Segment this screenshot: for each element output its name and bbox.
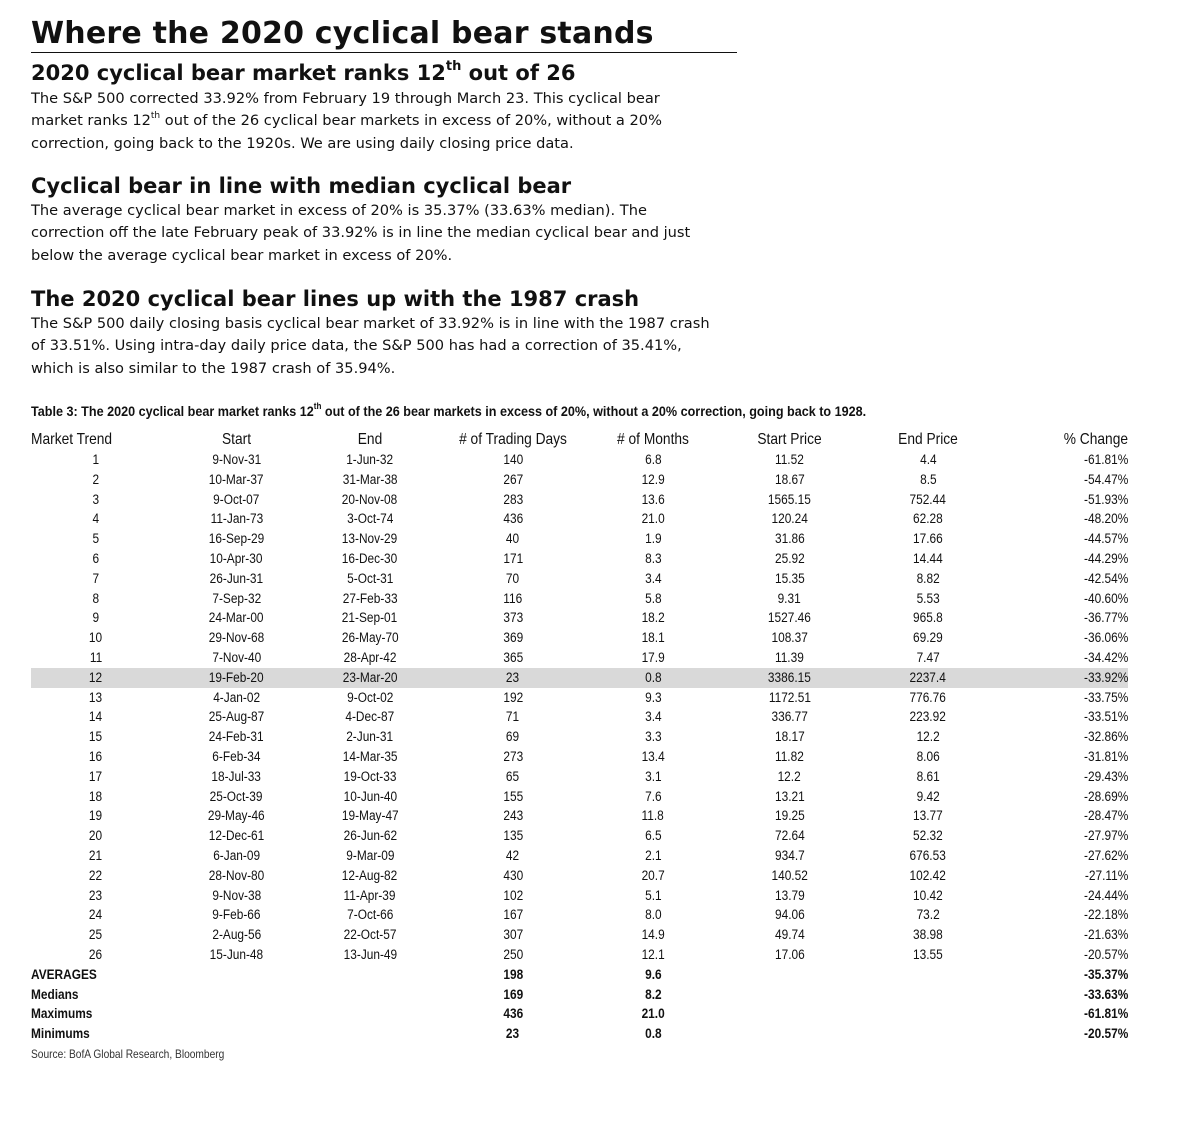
table-row [31, 569, 1128, 589]
cell-trading-days: 167 [503, 907, 523, 923]
cell-trading-days: 40 [506, 531, 520, 547]
cell-start-price: 9.31 [777, 590, 802, 606]
summary-months: 8.2 [644, 986, 662, 1002]
cell-months: 6.5 [644, 828, 662, 844]
cell-trading-days: 307 [503, 927, 523, 943]
cell-months: 21.0 [641, 511, 665, 527]
cell-start-price: 17.06 [774, 946, 805, 962]
cell-market-trend: 15 [89, 729, 103, 745]
cell-pct-change: -22.18% [1083, 907, 1128, 923]
cell-end-price: 776.76 [909, 689, 947, 705]
cell-start: 7-Sep-32 [212, 590, 261, 606]
cell-end: 26-Jun-62 [343, 828, 397, 844]
cell-end-price: 8.82 [916, 570, 940, 586]
cell-end-price: 73.2 [916, 907, 940, 923]
empty-cell [871, 985, 985, 1005]
cell-months: 0.8 [598, 668, 708, 688]
table-header-row [31, 430, 1128, 450]
table-row [31, 747, 1128, 767]
empty-cell [871, 965, 985, 985]
cell-months: 12.9 [641, 471, 665, 487]
table-row [31, 529, 1128, 549]
table-row [31, 450, 1128, 470]
cell-market-trend: 1 [92, 452, 100, 467]
cell-trading-days: 23 [428, 668, 598, 688]
table-row [31, 509, 1128, 529]
cell-end-price: 9.42 [916, 788, 940, 804]
cell-pct-change: -27.11% [1084, 867, 1128, 883]
table-row [31, 925, 1128, 945]
col-header-end-price: End Price [898, 431, 958, 448]
cell-end-price: 62.28 [913, 511, 943, 527]
cell-start-price: 31.86 [774, 531, 805, 547]
cell-end-price: 13.77 [913, 808, 943, 824]
cell-pct-change: -21.63% [1083, 927, 1128, 943]
cell-pct-change: -28.47% [1083, 808, 1128, 824]
cell-market-trend: 19 [89, 808, 103, 824]
table-row [31, 826, 1128, 846]
cell-start-price: 11.52 [775, 452, 804, 467]
cell-start: 9-Nov-38 [212, 887, 261, 903]
cell-end-price: 5.53 [916, 590, 940, 606]
col-header-market-trend: Market Trend [31, 431, 113, 448]
cell-pct-change: -20.57% [1083, 946, 1128, 962]
cell-pct-change: -31.81% [1083, 748, 1128, 764]
cell-start: 9-Oct-07 [213, 491, 260, 507]
cell-pct-change: -32.86% [1083, 729, 1128, 745]
cell-start-price: 13.21 [774, 788, 805, 804]
cell-market-trend: 14 [89, 709, 103, 725]
cell-end: 13-Jun-49 [343, 946, 397, 962]
cell-start: 16-Sep-29 [208, 531, 265, 547]
cell-start-price: 1527.46 [768, 610, 811, 626]
cell-end: 19-May-47 [341, 808, 399, 824]
cell-start: 29-May-46 [208, 808, 265, 824]
cell-start: 2-Aug-56 [212, 927, 261, 943]
summary-trading-days: 23 [506, 1026, 520, 1042]
cell-start: 28-Nov-80 [208, 867, 265, 883]
cell-months: 3.3 [644, 729, 662, 745]
cell-months: 14.9 [641, 927, 665, 943]
cell-end: 9-Oct-02 [346, 689, 394, 705]
table-row [31, 846, 1128, 866]
cell-months: 8.0 [644, 907, 662, 923]
cell-trading-days: 436 [503, 511, 523, 527]
cell-start: 25-Oct-39 [210, 788, 263, 804]
cell-trading-days: 171 [503, 550, 523, 566]
cell-start: 6-Jan-09 [213, 847, 260, 863]
col-header-trading-days: # of Trading Days [459, 431, 567, 448]
summary-trading-days: 436 [503, 1006, 523, 1022]
cell-trading-days: 273 [503, 748, 523, 764]
summary-label: AVERAGES [31, 966, 97, 982]
cell-trading-days: 267 [503, 471, 523, 487]
cell-end: 3-Oct-74 [346, 511, 394, 527]
cell-end: 7-Oct-66 [346, 907, 394, 923]
cell-trading-days: 283 [503, 491, 523, 507]
table-row [31, 787, 1128, 807]
summary-pct-change: -20.57% [1083, 1026, 1128, 1042]
cell-trading-days: 70 [506, 570, 520, 586]
empty-cell [312, 1024, 428, 1044]
cell-market-trend: 5 [92, 531, 100, 547]
cell-market-trend: 18 [89, 788, 103, 804]
cell-end: 28-Apr-42 [343, 649, 397, 665]
cell-start: 19-Feb-20 [161, 668, 312, 688]
cell-market-trend: 4 [92, 511, 100, 527]
empty-cell [312, 965, 428, 985]
cell-start-price: 13.79 [774, 887, 805, 903]
empty-cell [161, 1004, 312, 1024]
cell-end-price: 7.47 [916, 649, 940, 665]
cell-months: 3.4 [644, 570, 662, 586]
summary-months: 9.6 [644, 966, 662, 982]
cell-start: 11-Jan-73 [210, 511, 263, 527]
cell-end-price: 676.53 [909, 847, 947, 863]
cell-months: 8.3 [644, 550, 662, 566]
table-row [31, 628, 1128, 648]
cell-start: 9-Feb-66 [212, 907, 261, 923]
cell-market-trend: 9 [92, 610, 100, 626]
table-row [31, 688, 1128, 708]
col-header-end: End [357, 431, 383, 448]
cell-end-price: 69.29 [913, 630, 943, 646]
table-row [31, 905, 1128, 925]
title-divider [31, 52, 737, 53]
cell-end: 14-Mar-35 [342, 748, 398, 764]
table-row [31, 470, 1128, 490]
cell-pct-change: -24.44% [1083, 887, 1128, 903]
bear-market-table [31, 430, 1128, 1044]
cell-start-price: 11.82 [775, 748, 804, 764]
section-body-ranking: The S&P 500 corrected 33.92% from February 19 through March 23. This cyclical bear market ranks 12th out of the 26 cyclical bear markets in excess of 20%, without a 20% correction, going back to the 1920s. We are using daily closing price data. [31, 90, 662, 152]
cell-pct-change: -33.92% [985, 668, 1128, 688]
section-1987 [31, 286, 721, 380]
cell-end-price: 12.2 [916, 729, 940, 745]
cell-trading-days: 373 [503, 610, 523, 626]
cell-pct-change: -27.62% [1083, 847, 1128, 863]
cell-start: 6-Feb-34 [212, 748, 261, 764]
cell-market-trend: 16 [89, 748, 103, 764]
cell-trading-days: 250 [503, 946, 523, 962]
cell-end: 5-Oct-31 [346, 570, 394, 586]
cell-market-trend: 23 [89, 887, 103, 903]
cell-start-price: 3386.15 [708, 668, 871, 688]
cell-start-price: 18.17 [774, 729, 805, 745]
cell-trading-days: 365 [503, 649, 523, 665]
cell-end: 23-Mar-20 [312, 668, 428, 688]
col-header-months: # of Months [617, 431, 689, 448]
cell-start: 10-Apr-30 [210, 550, 263, 566]
cell-start-price: 25.92 [774, 550, 805, 566]
cell-start: 26-Jun-31 [209, 570, 264, 586]
cell-pct-change: -36.77% [1083, 610, 1128, 626]
cell-start-price: 12.2 [777, 768, 802, 784]
empty-cell [708, 1004, 871, 1024]
cell-months: 1.9 [644, 531, 662, 547]
table-row [31, 589, 1128, 609]
cell-end: 1-Jun-32 [346, 452, 394, 467]
cell-market-trend: 25 [89, 927, 103, 943]
section-ranking [31, 60, 721, 155]
cell-start-price: 72.64 [774, 828, 805, 844]
cell-end: 31-Mar-38 [342, 471, 398, 487]
cell-trading-days: 140 [503, 452, 523, 467]
summary-row [31, 1024, 1128, 1044]
cell-end: 9-Mar-09 [345, 847, 395, 863]
cell-end-price: 8.5 [919, 471, 937, 487]
cell-market-trend: 26 [89, 946, 103, 962]
cell-pct-change: -29.43% [1083, 768, 1128, 784]
cell-end: 4-Dec-87 [345, 709, 395, 725]
col-header-start: Start [221, 431, 252, 448]
cell-pct-change: -61.81% [1083, 452, 1128, 467]
cell-pct-change: -54.47% [1083, 471, 1128, 487]
cell-end: 16-Dec-30 [342, 550, 398, 566]
cell-market-trend: 13 [89, 689, 103, 705]
table-row [31, 767, 1128, 787]
cell-end-price: 752.44 [909, 491, 947, 507]
cell-end: 11-Apr-39 [344, 887, 396, 903]
cell-months: 2.1 [644, 847, 662, 863]
cell-start: 10-Mar-37 [209, 471, 264, 487]
cell-trading-days: 69 [506, 729, 520, 745]
cell-start: 15-Jun-48 [209, 946, 264, 962]
section-heading-ranking: 2020 cyclical bear market ranks 12th out of 26 [31, 59, 576, 85]
summary-trading-days: 198 [503, 966, 523, 982]
cell-trading-days: 102 [503, 887, 523, 903]
section-median [31, 173, 721, 267]
cell-start-price: 140.52 [771, 867, 808, 883]
cell-end-price: 8.61 [916, 768, 940, 784]
cell-months: 3.4 [644, 709, 662, 725]
summary-label: Maximums [31, 1006, 93, 1022]
cell-start-price: 934.7 [774, 847, 805, 863]
summary-row [31, 985, 1128, 1005]
cell-pct-change: -51.93% [1083, 491, 1128, 507]
section-heading-1987: The 2020 cyclical bear lines up with the 1987 crash [31, 287, 640, 311]
cell-market-trend: 10 [89, 630, 103, 646]
cell-market-trend: 3 [92, 491, 100, 507]
cell-market-trend: 17 [89, 768, 103, 784]
empty-cell [161, 965, 312, 985]
cell-trading-days: 369 [503, 630, 523, 646]
source-note: Source: BofA Global Research, Bloomberg [31, 1047, 225, 1061]
cell-start: 24-Feb-31 [209, 729, 264, 745]
cell-start: 4-Jan-02 [213, 689, 260, 705]
cell-start: 9-Nov-31 [212, 452, 261, 467]
cell-start: 29-Nov-68 [208, 630, 265, 646]
table-row [31, 727, 1128, 747]
empty-cell [312, 985, 428, 1005]
cell-start-price: 18.67 [774, 471, 805, 487]
page-title: Where the 2020 cyclical bear stands [31, 16, 654, 51]
cell-end-price: 17.66 [913, 531, 943, 547]
cell-end-price: 8.06 [916, 748, 940, 764]
cell-end-price: 223.92 [909, 709, 947, 725]
cell-pct-change: -27.97% [1083, 828, 1128, 844]
cell-end: 10-Jun-40 [343, 788, 397, 804]
col-header-pct-change: % Change [1063, 431, 1128, 448]
cell-months: 6.8 [644, 452, 662, 467]
empty-cell [871, 1024, 985, 1044]
cell-months: 13.4 [641, 748, 665, 764]
summary-months: 21.0 [641, 1006, 665, 1022]
cell-start-price: 11.39 [775, 649, 804, 665]
cell-pct-change: -42.54% [1083, 570, 1128, 586]
cell-months: 12.1 [641, 946, 665, 962]
cell-market-trend: 12 [31, 668, 161, 688]
table-caption: Table 3: The 2020 cyclical bear market ranks 12th out of the 26 bear markets in excess of 20%, without a 20% correction, going back to 1928. [31, 401, 867, 419]
summary-label: Minimums [31, 1026, 90, 1042]
empty-cell [708, 1024, 871, 1044]
cell-start-price: 49.74 [774, 927, 805, 943]
cell-trading-days: 42 [506, 847, 520, 863]
cell-trading-days: 243 [503, 808, 523, 824]
section-body-median: The average cyclical bear market in excess of 20% is 35.37% (33.63% median). The correction off the late February peak of 33.92% is in line the median cyclical bear and just below the average cyclical bear market in excess of 20%. [31, 202, 691, 264]
cell-trading-days: 116 [503, 590, 523, 606]
cell-months: 7.6 [644, 788, 662, 804]
cell-trading-days: 65 [506, 768, 520, 784]
section-body-1987: The S&P 500 daily closing basis cyclical bear market of 33.92% is in line with the 1987 crash of 33.51%. Using intra-day daily price data, the S&P 500 has had a correction of 35.41%, which is also similar to the 1987 crash of 35.94%. [31, 315, 710, 377]
summary-pct-change: -35.37% [1083, 966, 1128, 982]
table-row [31, 866, 1128, 886]
cell-pct-change: -48.20% [1083, 511, 1128, 527]
cell-start-price: 1172.51 [768, 689, 811, 705]
cell-start: 12-Dec-61 [208, 828, 265, 844]
summary-months: 0.8 [644, 1026, 662, 1042]
cell-trading-days: 71 [506, 709, 520, 725]
cell-end: 22-Oct-57 [343, 927, 397, 943]
empty-cell [708, 965, 871, 985]
cell-trading-days: 155 [503, 788, 523, 804]
cell-end-price: 2237.4 [871, 668, 985, 688]
summary-row [31, 965, 1128, 985]
cell-end: 27-Feb-33 [342, 590, 398, 606]
empty-cell [708, 985, 871, 1005]
cell-start-price: 1565.15 [768, 491, 811, 507]
cell-months: 9.3 [644, 689, 662, 705]
cell-start-price: 120.24 [771, 511, 808, 527]
table-row [31, 806, 1128, 826]
cell-end-price: 13.55 [913, 946, 943, 962]
table-row-highlighted [31, 668, 1128, 688]
summary-pct-change: -33.63% [1083, 986, 1128, 1002]
cell-pct-change: -34.42% [1083, 649, 1128, 665]
cell-end-price: 52.32 [913, 828, 943, 844]
table-row [31, 549, 1128, 569]
cell-end: 12-Aug-82 [342, 867, 398, 883]
cell-end-price: 4.4 [919, 452, 937, 467]
cell-market-trend: 6 [92, 550, 100, 566]
cell-end-price: 14.44 [913, 550, 943, 566]
empty-cell [312, 1004, 428, 1024]
table-row [31, 490, 1128, 510]
table-body [31, 450, 1128, 1044]
cell-end: 2-Jun-31 [346, 729, 394, 745]
cell-market-trend: 22 [89, 867, 103, 883]
cell-trading-days: 135 [503, 828, 523, 844]
cell-start-price: 94.06 [774, 907, 805, 923]
summary-row [31, 1004, 1128, 1024]
empty-cell [161, 1024, 312, 1044]
cell-months: 11.8 [641, 808, 665, 824]
cell-months: 5.8 [644, 590, 662, 606]
cell-pct-change: -33.75% [1083, 689, 1128, 705]
cell-end-price: 10.42 [913, 887, 943, 903]
cell-pct-change: -44.29% [1083, 550, 1128, 566]
cell-end: 19-Oct-33 [343, 768, 397, 784]
cell-months: 13.6 [641, 491, 665, 507]
summary-label: Medians [31, 986, 79, 1002]
cell-market-trend: 2 [92, 471, 100, 487]
cell-months: 17.9 [641, 649, 665, 665]
cell-start: 25-Aug-87 [208, 709, 265, 725]
cell-market-trend: 7 [92, 570, 100, 586]
cell-end-price: 38.98 [913, 927, 943, 943]
cell-end: 20-Nov-08 [342, 491, 398, 507]
cell-months: 18.2 [641, 610, 665, 626]
cell-pct-change: -36.06% [1083, 630, 1128, 646]
table-row [31, 608, 1128, 628]
report-page [31, 16, 1141, 1061]
cell-start: 18-Jul-33 [211, 768, 262, 784]
cell-months: 20.7 [641, 867, 665, 883]
cell-pct-change: -28.69% [1083, 788, 1128, 804]
col-header-start-price: Start Price [757, 431, 822, 448]
cell-months: 5.1 [644, 887, 662, 903]
cell-start-price: 108.37 [771, 630, 808, 646]
summary-trading-days: 169 [503, 986, 523, 1002]
cell-market-trend: 8 [92, 590, 100, 606]
cell-months: 18.1 [641, 630, 665, 646]
cell-end-price: 965.8 [913, 610, 943, 626]
cell-end: 26-May-70 [341, 630, 399, 646]
cell-start: 7-Nov-40 [212, 649, 261, 665]
table-row [31, 707, 1128, 727]
cell-market-trend: 21 [89, 847, 103, 863]
summary-pct-change: -61.81% [1083, 1006, 1128, 1022]
cell-market-trend: 24 [89, 907, 103, 923]
cell-market-trend: 11 [89, 649, 103, 665]
cell-market-trend: 20 [89, 828, 103, 844]
cell-start-price: 15.35 [774, 570, 805, 586]
empty-cell [871, 1004, 985, 1024]
section-heading-median: Cyclical bear in line with median cyclical bear [31, 174, 572, 198]
cell-end: 21-Sep-01 [342, 610, 398, 626]
table-row [31, 648, 1128, 668]
cell-months: 3.1 [644, 768, 662, 784]
cell-pct-change: -33.51% [1083, 709, 1128, 725]
cell-start-price: 336.77 [771, 709, 808, 725]
empty-cell [161, 985, 312, 1005]
cell-trading-days: 430 [503, 867, 523, 883]
table-row [31, 886, 1128, 906]
cell-pct-change: -44.57% [1083, 531, 1128, 547]
cell-trading-days: 192 [503, 689, 523, 705]
cell-end: 13-Nov-29 [342, 531, 398, 547]
cell-start: 24-Mar-00 [209, 610, 264, 626]
table-row [31, 945, 1128, 965]
cell-pct-change: -40.60% [1083, 590, 1128, 606]
cell-start-price: 19.25 [774, 808, 805, 824]
cell-end-price: 102.42 [909, 867, 947, 883]
